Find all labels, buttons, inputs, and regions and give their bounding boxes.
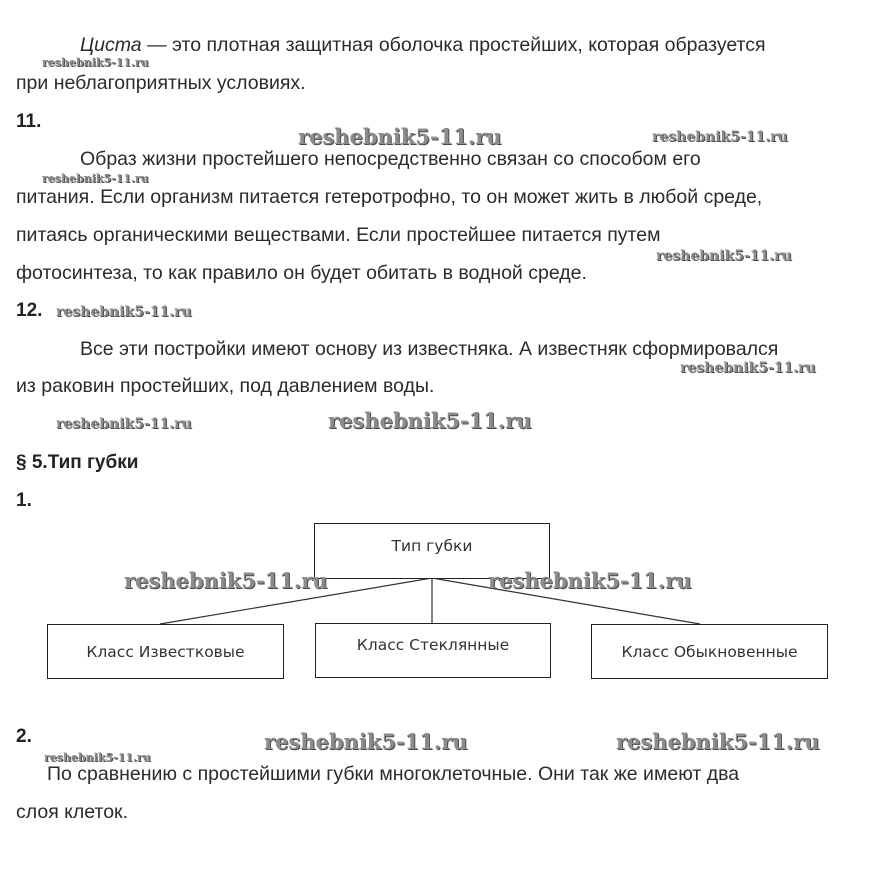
watermark: reshebnik5-11.ru [124,568,328,593]
answer-2-line-1: По сравнению с простейшими губки многоклеточные. Они так же имеют два [47,763,740,785]
watermark: reshebnik5-11.ru [652,129,788,145]
answer-11-number: 11. [16,111,42,132]
watermark: reshebnik5-11.ru [298,124,502,149]
watermark: reshebnik5-11.ru [56,304,192,320]
cyst-definition-rest: — это плотная защитная оболочка простейших, которая образуется [141,34,766,56]
answer-11-line-1: Образ жизни простейшего непосредственно связан со способом его [80,148,701,170]
watermark: reshebnik5-11.ru [264,729,468,754]
answer-11-line-4: фотосинтеза, то как правило он будет обитать в водной среде. [16,262,587,284]
question-1-number: 1. [16,490,32,511]
diagram-root-box: Тип губки [314,523,550,579]
question-2-number: 2. [16,726,32,747]
diagram-child-box: Класс Известковые [47,624,284,679]
answer-2-line-2: слоя клеток. [16,801,129,823]
cyst-definition-line-2: при неблагоприятных условиях. [16,72,306,94]
watermark: reshebnik5-11.ru [56,416,192,432]
answer-12-line-2: из раковин простейших, под давлением воды. [16,375,435,397]
watermark: reshebnik5-11.ru [42,56,149,69]
cyst-term: Циста [80,34,142,56]
watermark: reshebnik5-11.ru [488,568,692,593]
diagram-child-box: Класс Обыкновенные [591,624,828,679]
answer-12-number: 12. [16,300,43,321]
section-heading: § 5.Тип губки [16,452,139,473]
answer-11-line-3: питаясь органическими веществами. Если простейшее питается путем [16,224,661,246]
watermark: reshebnik5-11.ru [42,172,149,185]
answer-12-line-1: Все эти постройки имеют основу из известняка. А известняк сформировался [80,338,779,360]
watermark: reshebnik5-11.ru [616,729,820,754]
watermark: reshebnik5-11.ru [680,360,816,376]
watermark: reshebnik5-11.ru [656,248,792,264]
answer-11-line-2: питания. Если организм питается гетеротрофно, то он может жить в любой среде, [16,186,763,208]
watermark: reshebnik5-11.ru [44,751,151,764]
watermark: reshebnik5-11.ru [328,408,532,433]
diagram-child-box: Класс Стеклянные [315,623,551,678]
